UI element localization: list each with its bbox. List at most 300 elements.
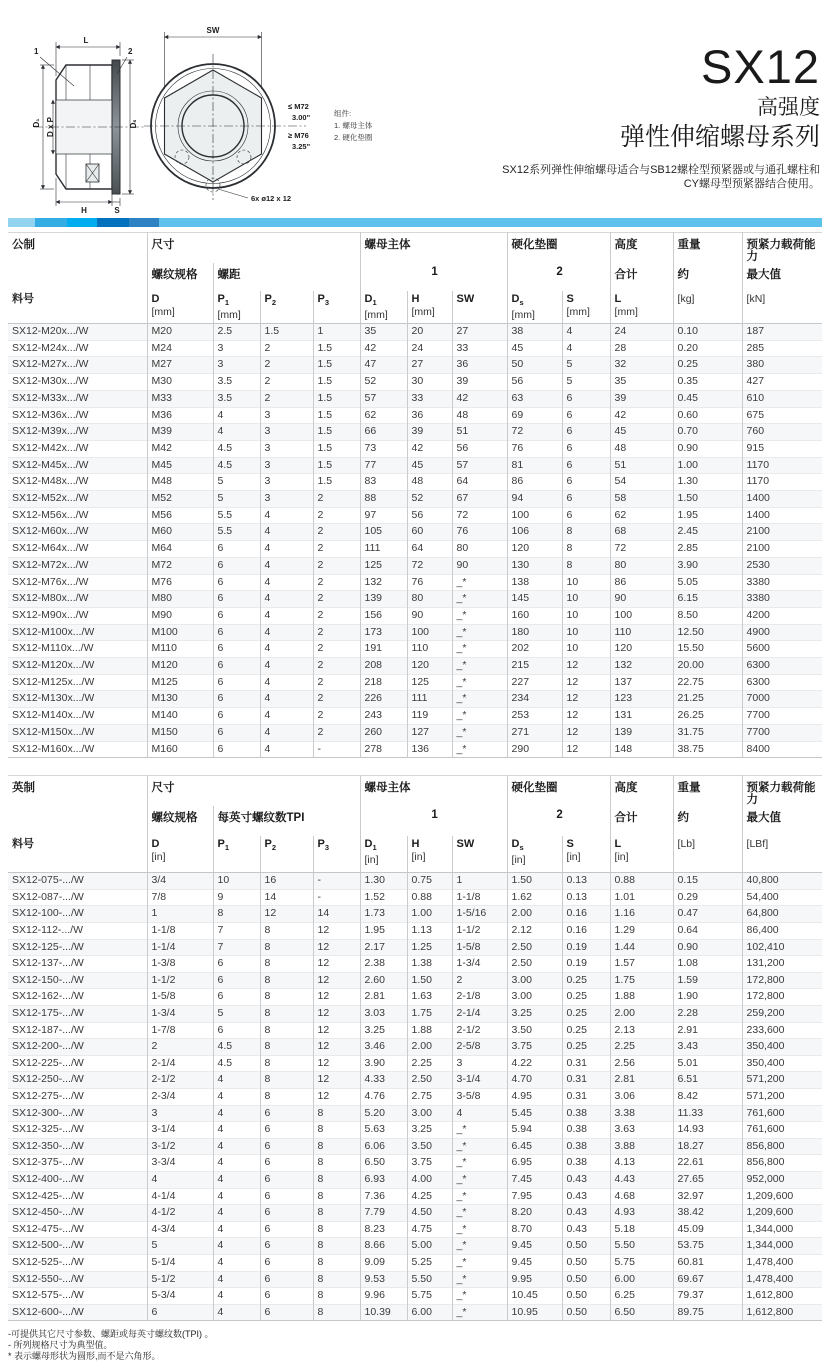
table-cell: 110 bbox=[407, 641, 452, 658]
table-cell: SX12-M30x.../W bbox=[8, 374, 147, 391]
table-cell: SX12-137-.../W bbox=[8, 956, 147, 973]
table-cell: 24 bbox=[610, 324, 673, 341]
table-cell: 9.45 bbox=[507, 1254, 562, 1271]
group-weight: 重量 bbox=[673, 233, 742, 264]
table-cell: 80 bbox=[452, 541, 507, 558]
table-cell: 57 bbox=[360, 390, 407, 407]
table-cell: 81 bbox=[507, 457, 562, 474]
table-cell: 172,800 bbox=[742, 989, 822, 1006]
table-cell: 4 bbox=[213, 1205, 260, 1222]
table-cell: 120 bbox=[507, 541, 562, 558]
table-row bbox=[8, 390, 822, 407]
table-cell: SX12-M60x.../W bbox=[8, 524, 147, 541]
table-cell: 8 bbox=[313, 1205, 360, 1222]
table-cell: _* bbox=[452, 691, 507, 708]
table-cell: 0.38 bbox=[562, 1122, 610, 1139]
table-cell: M60 bbox=[147, 524, 213, 541]
table-row bbox=[8, 574, 822, 591]
table-cell: _* bbox=[452, 708, 507, 725]
table-cell: 26.25 bbox=[673, 708, 742, 725]
table-cell: 1.63 bbox=[407, 989, 452, 1006]
table-cell: 0.88 bbox=[610, 873, 673, 890]
table-row bbox=[8, 524, 822, 541]
table-cell: 1.62 bbox=[507, 889, 562, 906]
table-cell: SX12-375-.../W bbox=[8, 1155, 147, 1172]
metric-group-header-row bbox=[8, 233, 822, 264]
table-cell: 2.60 bbox=[360, 972, 407, 989]
table-cell: SX12-M42x.../W bbox=[8, 440, 147, 457]
table-cell: 89.75 bbox=[673, 1304, 742, 1321]
table-cell: 4 bbox=[452, 1105, 507, 1122]
table-cell: 6 bbox=[213, 591, 260, 608]
table-cell: 4 bbox=[260, 524, 313, 541]
table-cell: M30 bbox=[147, 374, 213, 391]
sub-thread-spec: 螺纹规格 bbox=[147, 263, 213, 291]
table-cell: 1 bbox=[452, 873, 507, 890]
table-cell: 3-1/4 bbox=[147, 1122, 213, 1139]
table-cell: 208 bbox=[360, 658, 407, 675]
metric-table bbox=[8, 232, 822, 758]
table-cell: 226 bbox=[360, 691, 407, 708]
table-row bbox=[8, 1238, 822, 1255]
table-cell: 137 bbox=[610, 674, 673, 691]
table-cell: 48 bbox=[407, 474, 452, 491]
table-cell: 2.81 bbox=[610, 1072, 673, 1089]
table-cell: 0.43 bbox=[562, 1205, 610, 1222]
table-cell: 60 bbox=[407, 524, 452, 541]
table-cell: 2 bbox=[313, 507, 360, 524]
table-cell: 915 bbox=[742, 440, 822, 457]
table-cell: 64,800 bbox=[742, 906, 822, 923]
table-row bbox=[8, 691, 822, 708]
table-row bbox=[8, 1205, 822, 1222]
table-cell: 6 bbox=[213, 741, 260, 758]
table-cell: 4 bbox=[260, 708, 313, 725]
table-cell: 1-1/2 bbox=[452, 923, 507, 940]
table-cell: SX12-M90x.../W bbox=[8, 607, 147, 624]
table-cell: _* bbox=[452, 1122, 507, 1139]
table-cell: - bbox=[313, 741, 360, 758]
table-cell: 45 bbox=[507, 340, 562, 357]
table-cell: 5-1/4 bbox=[147, 1254, 213, 1271]
table-cell: SX12-600-.../W bbox=[8, 1304, 147, 1321]
table-cell: 12 bbox=[260, 906, 313, 923]
table-cell: 39 bbox=[407, 424, 452, 441]
table-row bbox=[8, 424, 822, 441]
table-cell: M36 bbox=[147, 407, 213, 424]
table-cell: 8 bbox=[260, 1022, 313, 1039]
table-cell: M150 bbox=[147, 724, 213, 741]
table-cell: 952,000 bbox=[742, 1171, 822, 1188]
table-cell: 139 bbox=[360, 591, 407, 608]
table-cell: 3-1/2 bbox=[147, 1138, 213, 1155]
table-cell: 215 bbox=[507, 658, 562, 675]
table-cell: 1.01 bbox=[610, 889, 673, 906]
table-cell: 120 bbox=[407, 658, 452, 675]
table-cell: 69.67 bbox=[673, 1271, 742, 1288]
table-cell: 1-3/4 bbox=[452, 956, 507, 973]
table-cell: 8 bbox=[260, 1055, 313, 1072]
table-cell: 5600 bbox=[742, 641, 822, 658]
metric-table-body bbox=[8, 324, 822, 758]
table-cell: _* bbox=[452, 1155, 507, 1172]
table-cell: 4 bbox=[562, 340, 610, 357]
table-cell: 2.50 bbox=[507, 939, 562, 956]
table-cell: 2.45 bbox=[673, 524, 742, 541]
table-cell: 173 bbox=[360, 624, 407, 641]
table-cell: 110 bbox=[610, 624, 673, 641]
table-cell: 4 bbox=[213, 1122, 260, 1139]
table-cell: 0.15 bbox=[673, 873, 742, 890]
table-cell: 4.76 bbox=[360, 1089, 407, 1106]
table-cell: 32 bbox=[610, 357, 673, 374]
table-cell: 148 bbox=[610, 741, 673, 758]
table-cell: 20.00 bbox=[673, 658, 742, 675]
table-cell: 12 bbox=[562, 724, 610, 741]
table-cell: 2.12 bbox=[507, 923, 562, 940]
group-weight: 重量 bbox=[673, 776, 742, 807]
footnote-line: - 所列规格尺寸为典型值。 bbox=[8, 1340, 113, 1351]
table-cell: 12 bbox=[562, 674, 610, 691]
table-cell: 1-1/8 bbox=[452, 889, 507, 906]
table-cell: 4 bbox=[213, 1171, 260, 1188]
table-cell: 5 bbox=[213, 474, 260, 491]
table-cell: 1 bbox=[313, 324, 360, 341]
table-cell: 42 bbox=[452, 390, 507, 407]
table-cell: M76 bbox=[147, 574, 213, 591]
table-cell: 3.50 bbox=[507, 1022, 562, 1039]
table-cell: _* bbox=[452, 641, 507, 658]
table-cell: 8 bbox=[313, 1122, 360, 1139]
table-cell: 5.05 bbox=[673, 574, 742, 591]
group-preload-capacity: 预紧力载荷能力 bbox=[742, 776, 822, 807]
table-cell: 0.70 bbox=[673, 424, 742, 441]
accent-bar-segment bbox=[129, 218, 159, 227]
callout-2: 2 bbox=[128, 47, 133, 56]
group-height: 高度 bbox=[610, 776, 673, 807]
column-header-sw: SW bbox=[452, 291, 507, 324]
table-cell: 12 bbox=[313, 1039, 360, 1056]
table-cell: 76 bbox=[452, 524, 507, 541]
table-cell: _* bbox=[452, 724, 507, 741]
table-cell: 0.43 bbox=[562, 1221, 610, 1238]
table-cell: _* bbox=[452, 574, 507, 591]
table-cell: 0.16 bbox=[562, 923, 610, 940]
table-cell: 4.70 bbox=[507, 1072, 562, 1089]
table-cell: 1,344,000 bbox=[742, 1238, 822, 1255]
column-header-p3: $P_3$ bbox=[313, 836, 360, 873]
page-header bbox=[0, 0, 830, 218]
table-cell: 86 bbox=[610, 574, 673, 591]
table-cell: 18.27 bbox=[673, 1138, 742, 1155]
table-cell: 73 bbox=[360, 440, 407, 457]
table-cell: 0.31 bbox=[562, 1055, 610, 1072]
footnotes bbox=[8, 1329, 830, 1362]
table-cell: SX12-325-.../W bbox=[8, 1122, 147, 1139]
table-row bbox=[8, 491, 822, 508]
table-cell: 10 bbox=[562, 624, 610, 641]
table-cell: 102,410 bbox=[742, 939, 822, 956]
table-cell: 15.50 bbox=[673, 641, 742, 658]
table-cell: 86 bbox=[507, 474, 562, 491]
table-cell: 28 bbox=[610, 340, 673, 357]
group-hardened-washer: 硬化垫圈 bbox=[507, 776, 610, 807]
table-cell: 8.70 bbox=[507, 1221, 562, 1238]
table-cell: 8 bbox=[313, 1138, 360, 1155]
table-cell: SX12-175-.../W bbox=[8, 1006, 147, 1023]
table-cell: 1.00 bbox=[673, 457, 742, 474]
table-cell: 4 bbox=[213, 1188, 260, 1205]
table-cell: 5.5 bbox=[213, 507, 260, 524]
table-cell: SX12-350-.../W bbox=[8, 1138, 147, 1155]
table-cell: 3.75 bbox=[407, 1155, 452, 1172]
table-cell: 8 bbox=[313, 1304, 360, 1321]
table-cell: 7.95 bbox=[507, 1188, 562, 1205]
table-cell: 1,612,800 bbox=[742, 1304, 822, 1321]
table-cell: 1-3/8 bbox=[147, 956, 213, 973]
table-cell: 10 bbox=[562, 574, 610, 591]
table-cell: 100 bbox=[507, 507, 562, 524]
table-cell: 1.00 bbox=[407, 906, 452, 923]
table-cell: 0.50 bbox=[562, 1288, 610, 1305]
table-cell: 6 bbox=[213, 607, 260, 624]
table-cell: 5.50 bbox=[407, 1271, 452, 1288]
front-view bbox=[144, 26, 311, 203]
table-cell: 6 bbox=[260, 1205, 313, 1222]
table-cell: 56 bbox=[407, 507, 452, 524]
table-cell: 1-3/4 bbox=[147, 1006, 213, 1023]
table-cell: 2100 bbox=[742, 524, 822, 541]
table-cell: 6 bbox=[260, 1288, 313, 1305]
table-cell: 127 bbox=[407, 724, 452, 741]
table-cell: 1.25 bbox=[407, 939, 452, 956]
table-cell: 1.95 bbox=[360, 923, 407, 940]
anno-le-m72: ≤ M72 bbox=[288, 102, 309, 111]
table-cell: 4-3/4 bbox=[147, 1221, 213, 1238]
table-row bbox=[8, 939, 822, 956]
table-cell: M160 bbox=[147, 741, 213, 758]
table-cell: 6 bbox=[213, 641, 260, 658]
table-cell: 8 bbox=[260, 1089, 313, 1106]
column-header-h: H [in] bbox=[407, 836, 452, 873]
table-cell: 0.60 bbox=[673, 407, 742, 424]
table-cell: 6 bbox=[213, 691, 260, 708]
table-row bbox=[8, 1155, 822, 1172]
table-cell: 3.00 bbox=[507, 989, 562, 1006]
table-row bbox=[8, 674, 822, 691]
table-cell: 64 bbox=[407, 541, 452, 558]
table-cell: 172,800 bbox=[742, 972, 822, 989]
table-cell: 1170 bbox=[742, 474, 822, 491]
table-cell: SX12-M56x.../W bbox=[8, 507, 147, 524]
table-row bbox=[8, 989, 822, 1006]
table-cell: 35 bbox=[610, 374, 673, 391]
column-header-d: D [in] bbox=[147, 836, 213, 873]
table-cell: 350,400 bbox=[742, 1055, 822, 1072]
table-cell: 6 bbox=[260, 1171, 313, 1188]
table-cell: 1.52 bbox=[360, 889, 407, 906]
table-cell: 227 bbox=[507, 674, 562, 691]
table-cell: 187 bbox=[742, 324, 822, 341]
table-cell: 2 bbox=[313, 724, 360, 741]
table-cell: SX12-M45x.../W bbox=[8, 457, 147, 474]
table-row bbox=[8, 1221, 822, 1238]
table-cell: SX12-M160x.../W bbox=[8, 741, 147, 758]
table-cell: 0.25 bbox=[673, 357, 742, 374]
table-row bbox=[8, 1105, 822, 1122]
table-cell: 30 bbox=[407, 374, 452, 391]
table-cell: 6 bbox=[260, 1271, 313, 1288]
table-cell: 8.20 bbox=[507, 1205, 562, 1222]
table-row bbox=[8, 324, 822, 341]
table-cell: 0.29 bbox=[673, 889, 742, 906]
dim-label-l: L bbox=[83, 36, 89, 45]
table-cell: 7/8 bbox=[147, 889, 213, 906]
table-cell: 2.00 bbox=[407, 1039, 452, 1056]
table-cell: 12 bbox=[313, 956, 360, 973]
table-cell: 2-1/2 bbox=[147, 1072, 213, 1089]
table-cell: 2.50 bbox=[407, 1072, 452, 1089]
group-size: 尺寸 bbox=[147, 776, 360, 807]
table-cell: 2 bbox=[313, 591, 360, 608]
table-cell: 4 bbox=[213, 1105, 260, 1122]
imperial-table bbox=[8, 775, 822, 1321]
table-cell: 42 bbox=[610, 407, 673, 424]
table-cell: 6 bbox=[260, 1138, 313, 1155]
table-cell: 10 bbox=[562, 641, 610, 658]
imperial-group-header-row bbox=[8, 776, 822, 807]
table-cell: 7 bbox=[213, 939, 260, 956]
table-row bbox=[8, 1055, 822, 1072]
table-cell: 0.90 bbox=[673, 440, 742, 457]
table-cell: 2 bbox=[313, 557, 360, 574]
table-cell: 8 bbox=[313, 1221, 360, 1238]
table-cell: 6 bbox=[213, 1022, 260, 1039]
table-cell: 0.43 bbox=[562, 1188, 610, 1205]
side-section-view bbox=[32, 36, 144, 215]
table-cell: 0.25 bbox=[562, 1022, 610, 1039]
table-cell: 2.85 bbox=[673, 541, 742, 558]
table-cell: 90 bbox=[610, 591, 673, 608]
table-cell: 80 bbox=[610, 557, 673, 574]
table-cell: M56 bbox=[147, 507, 213, 524]
table-cell: 6.45 bbox=[507, 1138, 562, 1155]
table-cell: 1.5 bbox=[260, 324, 313, 341]
column-header-s: S [in] bbox=[562, 836, 610, 873]
table-cell: 6300 bbox=[742, 674, 822, 691]
table-cell: SX12-M27x.../W bbox=[8, 357, 147, 374]
table-cell: 4.75 bbox=[407, 1221, 452, 1238]
table-cell: 3.63 bbox=[610, 1122, 673, 1139]
table-cell: 0.19 bbox=[562, 956, 610, 973]
table-cell: 48 bbox=[610, 440, 673, 457]
table-cell: 40,800 bbox=[742, 873, 822, 890]
table-cell: 6 bbox=[562, 390, 610, 407]
table-row bbox=[8, 1254, 822, 1271]
table-cell: 14 bbox=[313, 906, 360, 923]
table-cell: 2 bbox=[313, 541, 360, 558]
table-cell: 3.25 bbox=[407, 1122, 452, 1139]
table-cell: 88 bbox=[360, 491, 407, 508]
table-cell: 3.00 bbox=[507, 972, 562, 989]
table-cell: 0.50 bbox=[562, 1238, 610, 1255]
table-cell: 4 bbox=[213, 1138, 260, 1155]
table-cell: 111 bbox=[360, 541, 407, 558]
table-row bbox=[8, 873, 822, 890]
table-cell: 1-7/8 bbox=[147, 1022, 213, 1039]
table-cell: 3.06 bbox=[610, 1089, 673, 1106]
table-cell: 259,200 bbox=[742, 1006, 822, 1023]
table-row bbox=[8, 440, 822, 457]
table-row bbox=[8, 1072, 822, 1089]
table-cell: 271 bbox=[507, 724, 562, 741]
table-cell: 9.95 bbox=[507, 1271, 562, 1288]
table-cell: _* bbox=[452, 1188, 507, 1205]
table-cell: 8 bbox=[260, 923, 313, 940]
table-cell: 8 bbox=[313, 1155, 360, 1172]
description-line-2: CY螺母型预紧器结合使用。 bbox=[683, 178, 820, 190]
table-cell: 5-3/4 bbox=[147, 1288, 213, 1305]
table-cell: 380 bbox=[742, 357, 822, 374]
table-cell: 8 bbox=[562, 524, 610, 541]
table-cell: 5.18 bbox=[610, 1221, 673, 1238]
table-cell: 4 bbox=[260, 724, 313, 741]
table-row bbox=[8, 1039, 822, 1056]
table-cell: 5.25 bbox=[407, 1254, 452, 1271]
table-cell: M110 bbox=[147, 641, 213, 658]
table-cell: 47 bbox=[360, 357, 407, 374]
table-cell: 62 bbox=[360, 407, 407, 424]
table-cell: 8 bbox=[260, 1006, 313, 1023]
sub-thread-spec: 螺纹规格 bbox=[147, 806, 213, 836]
table-cell: 4.5 bbox=[213, 457, 260, 474]
table-cell: 4200 bbox=[742, 607, 822, 624]
table-cell: SX12-M80x.../W bbox=[8, 591, 147, 608]
table-cell: 6 bbox=[260, 1221, 313, 1238]
table-cell: 111 bbox=[407, 691, 452, 708]
table-cell: SX12-087-.../W bbox=[8, 889, 147, 906]
table-cell: 0.31 bbox=[562, 1089, 610, 1106]
table-cell: M24 bbox=[147, 340, 213, 357]
table-cell: 33 bbox=[407, 390, 452, 407]
table-cell: 1.30 bbox=[360, 873, 407, 890]
table-cell: 160 bbox=[507, 607, 562, 624]
table-cell: 1.90 bbox=[673, 989, 742, 1006]
column-header-ds: $D_s$ [in] bbox=[507, 836, 562, 873]
table-cell: 125 bbox=[407, 674, 452, 691]
table-cell: SX12-M150x.../W bbox=[8, 724, 147, 741]
table-cell: 51 bbox=[452, 424, 507, 441]
table-cell: 0.19 bbox=[562, 939, 610, 956]
table-cell: 3.5 bbox=[213, 374, 260, 391]
table-cell: 3-5/8 bbox=[452, 1089, 507, 1106]
table-cell: 3.43 bbox=[673, 1039, 742, 1056]
table-cell: 191 bbox=[360, 641, 407, 658]
table-cell: 11.33 bbox=[673, 1105, 742, 1122]
table-cell: 3.50 bbox=[407, 1138, 452, 1155]
table-cell: 1.08 bbox=[673, 956, 742, 973]
table-cell: 3 bbox=[260, 474, 313, 491]
table-cell: 2530 bbox=[742, 557, 822, 574]
group-size: 尺寸 bbox=[147, 233, 360, 264]
table-cell: 106 bbox=[507, 524, 562, 541]
table-row bbox=[8, 741, 822, 758]
table-cell: 2 bbox=[260, 357, 313, 374]
table-cell: 6 bbox=[213, 541, 260, 558]
table-cell: 4 bbox=[213, 424, 260, 441]
table-row bbox=[8, 457, 822, 474]
table-cell: 0.50 bbox=[562, 1254, 610, 1271]
